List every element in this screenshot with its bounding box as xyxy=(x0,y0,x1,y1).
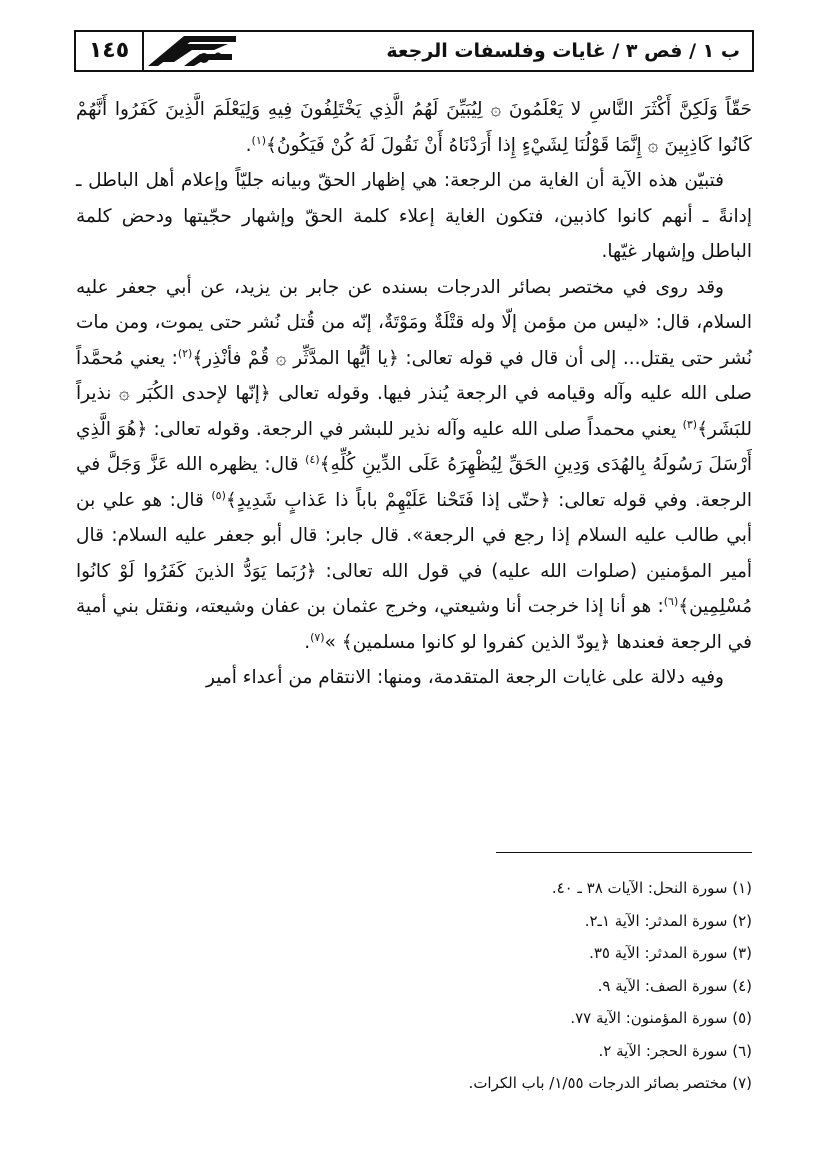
verse-text: حَقّاً وَلَكِنَّ أَكْثَرَ النَّاسِ لا يَعْلَمُونَ ۞ لِيُبَيِّنَ لَهُمُ الَّذِي يَخْتَلِفُونَ فِيهِ وَلِيَعْلَمَ الَّذِينَ كَفَرُوا أَنَّهُمْ كَانُوا كَاذِبِينَ ۞ إِنَّمَا قَوْلُنَا لِشَيْءٍ إِذا أَرَدْنَاهُ أَنْ نَقُولَ لَهُ كُنْ فَيَكُونُ﴾ xyxy=(76,99,752,156)
main-text xyxy=(76,92,752,696)
footnote-ref-5: (٥) xyxy=(211,488,226,502)
narration-end: . xyxy=(304,631,311,653)
page-number: ١٤٥ xyxy=(76,32,144,70)
footnote-ref-4: (٤) xyxy=(305,452,320,466)
chapter-title: ب ١ / فص ٣ / غايات وفلسفات الرجعة xyxy=(386,40,740,62)
narration-part-f: : هو أنا إذا خرجت أنا وشيعتي، وخرج عثمان بن عفان وشيعته، ونقتل بني أمية في الرجعة فعندها ﴿يودّ الذين كفروا لو كانوا مسلمين﴾ » xyxy=(76,596,752,653)
footnote-ref-6: (٦) xyxy=(663,594,679,608)
footnote-5: (٥) سورة المؤمنون: الآية ٧٧. xyxy=(570,1009,752,1027)
narration-part-b: : يعني مُحمَّداً صلى الله عليه وآله وقيامه في الرجعة يُنذر فيها. وقوله تعالى ﴿إنّها لإحدى الكُبَر ۞ نذيراً للبَشَر﴾ xyxy=(76,347,752,440)
paragraph-quran-verse xyxy=(76,92,752,163)
footnote-1: (١) سورة النحل: الآيات ٣٨ ـ ٤٠. xyxy=(551,879,752,897)
footnote-3: (٣) سورة المدثر: الآية ٣٥. xyxy=(589,944,752,962)
verse-end: . xyxy=(245,134,252,156)
narration-part-c: يعني محمداً صلى الله عليه وآله نذير للبشر في الرجعة. وقوله تعالى: ﴿هُوَ الَّذِي أَرْسَلَ رَسُولَهُ بِالهُدَى وَدِينِ الحَقِّ لِيُظْهِرَهُ عَلَى الدِّينِ كُلِّهِ﴾ xyxy=(76,418,752,475)
footnote-4: (٤) سورة الصف: الآية ٩. xyxy=(597,976,752,995)
paragraph-explanation: فتبيّن هذه الآية أن الغاية من الرجعة: هي إظهار الحقّ وبيانه جليّاً وإعلام أهل الباطل ـ إدانةً ـ أنهم كانوا كاذبين، فتكون الغاية إعلاء كلمة الحقّ وإشهار حجّيتها ودحض كلمة الباطل وإشهار غيّها. xyxy=(76,170,752,262)
footnotes xyxy=(332,872,752,1100)
paragraph-narration xyxy=(76,270,752,661)
footnote-ref-2: (٢) xyxy=(177,346,193,360)
narration-part-a: وقد روى في مختصر بصائر الدرجات بسنده عن جابر بن يزيد، عن أبي جعفر عليه السلام، قال: «ليس من مؤمن إلّا وله قتْلَةٌ ومَوْتَةٌ، إنّه من قُتل نُشر حتى يموت، ومن مات نُشر حتى يقتل... إلى أن قال في قوله تعالى: ﴿يا أيُّها المدَّثِّر ۞ قُمْ فأنْذِر﴾ xyxy=(76,276,752,369)
footnote-ref-1: (١) xyxy=(251,133,267,147)
ornament-icon xyxy=(144,32,240,70)
page-header xyxy=(74,30,754,72)
footnote-ref-3: (٣) xyxy=(682,417,698,431)
narration-part-d: قال: يظهره الله عَزَّ وَجَلَّ في الرجعة. وفي قوله تعالى: ﴿حتّى إذا فَتَحْنا عَلَيْهِمْ باباً ذا عَذابٍ شَدِيدٍ﴾ xyxy=(76,454,752,511)
footnote-7: (٧) مختصر بصائر الدرجات ١/٥٥/ باب الكرات. xyxy=(468,1074,752,1092)
footnote-2: (٢) سورة المدثر: الآية ١ـ٢. xyxy=(584,911,752,930)
paragraph-conclusion: وفيه دلالة على غايات الرجعة المتقدمة، ومنها: الانتقام من أعداء أمير xyxy=(206,667,724,688)
footnote-divider xyxy=(496,852,752,853)
narration-part-e: قال: هو علي بن أبي طالب عليه السلام إذا رجع في الرجعة». قال جابر: قال أبو جعفر عليه السلام: قال أمير المؤمنين (صلوات الله عليه) في قول الله تعالى: ﴿رُبَما يَوَدُّ الذينَ كَفَرُوا لَوْ كانُوا مُسْلِمِين﴾ xyxy=(76,489,752,617)
footnote-6: (٦) سورة الحجر: الآية ٢. xyxy=(598,1041,752,1060)
footnote-ref-7: (٧) xyxy=(310,630,325,644)
